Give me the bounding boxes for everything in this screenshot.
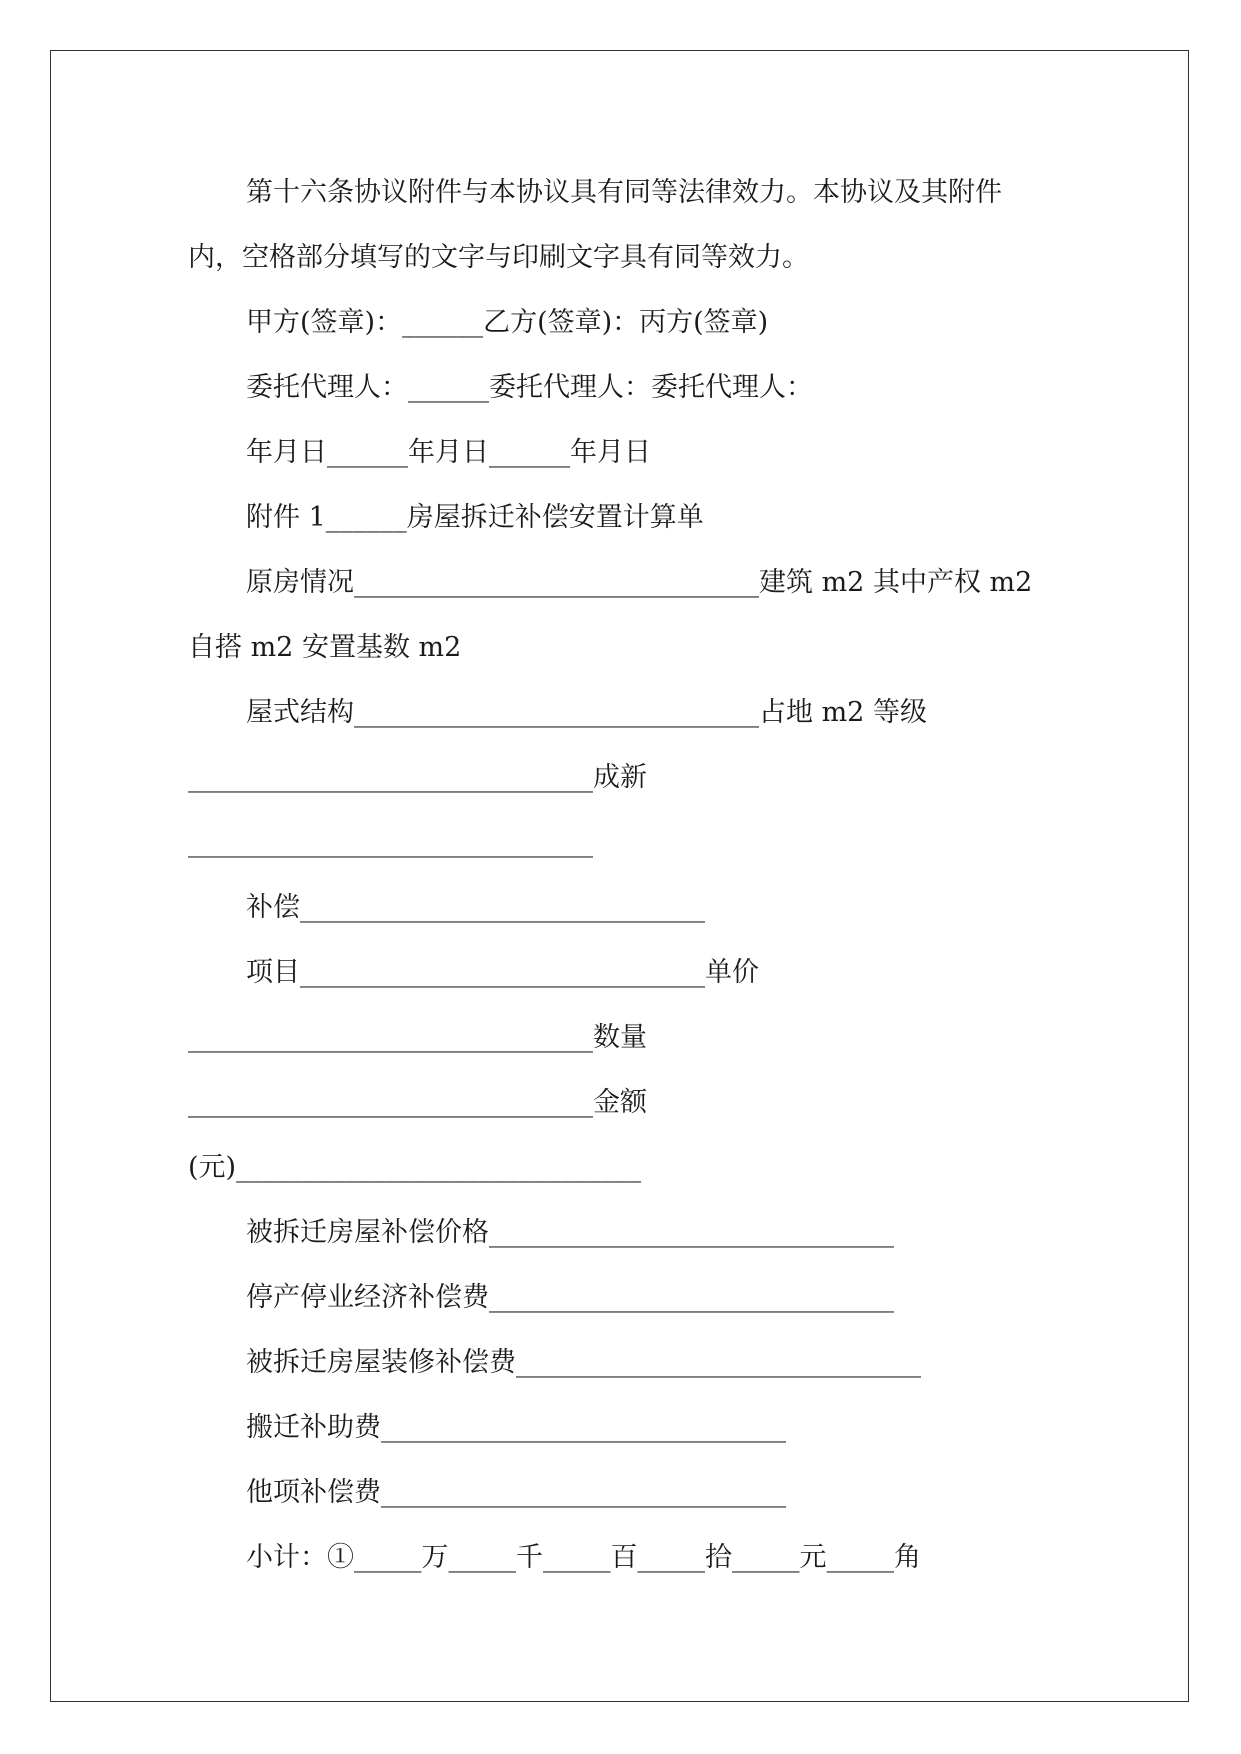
- newness-line: ______________________________成新: [188, 762, 647, 793]
- document-body: [188, 160, 1050, 1590]
- date-line: 年月日______年月日______年月日: [246, 437, 651, 468]
- article-16-line-2: 内，空格部分填写的文字与印刷文字具有同等效力。: [188, 242, 809, 273]
- item-line: 项目______________________________单价: [246, 957, 759, 988]
- article-16-line-1: 第十六条协议附件与本协议具有同等法律效力。本协议及其附件: [246, 177, 1002, 208]
- amount-line: ______________________________金额: [188, 1087, 647, 1118]
- relocation-subsidy-line: 搬迁补助费______________________________: [246, 1412, 786, 1443]
- business-suspension-line: 停产停业经济补偿费______________________________: [246, 1282, 894, 1313]
- attachment-title: 附件 1______房屋拆迁补偿安置计算单: [246, 502, 704, 533]
- other-compensation-line: 他项补偿费______________________________: [246, 1477, 786, 1508]
- structure-line: 屋式结构______________________________占地 m2 等级: [246, 697, 927, 728]
- agent-line: 委托代理人：______委托代理人：委托代理人：: [246, 372, 813, 403]
- quantity-line: ______________________________数量: [188, 1022, 647, 1053]
- compensation-line: 补偿______________________________: [246, 892, 705, 923]
- house-compensation-line: 被拆迁房屋补偿价格______________________________: [246, 1217, 894, 1248]
- blank-line: ______________________________: [188, 827, 593, 858]
- subtotal-line: 小计：①_____万_____千_____百_____拾_____元_____角: [246, 1542, 921, 1573]
- yuan-line: (元)______________________________: [188, 1152, 642, 1183]
- decoration-compensation-line: 被拆迁房屋装修补偿费______________________________: [246, 1347, 921, 1378]
- signature-line: 甲方(签章)：______乙方(签章)：丙方(签章): [246, 307, 769, 338]
- original-house-line-cont: 自搭 m2 安置基数 m2: [188, 632, 462, 663]
- original-house-line: 原房情况______________________________建筑 m2 其中产权 m2: [246, 567, 1033, 598]
